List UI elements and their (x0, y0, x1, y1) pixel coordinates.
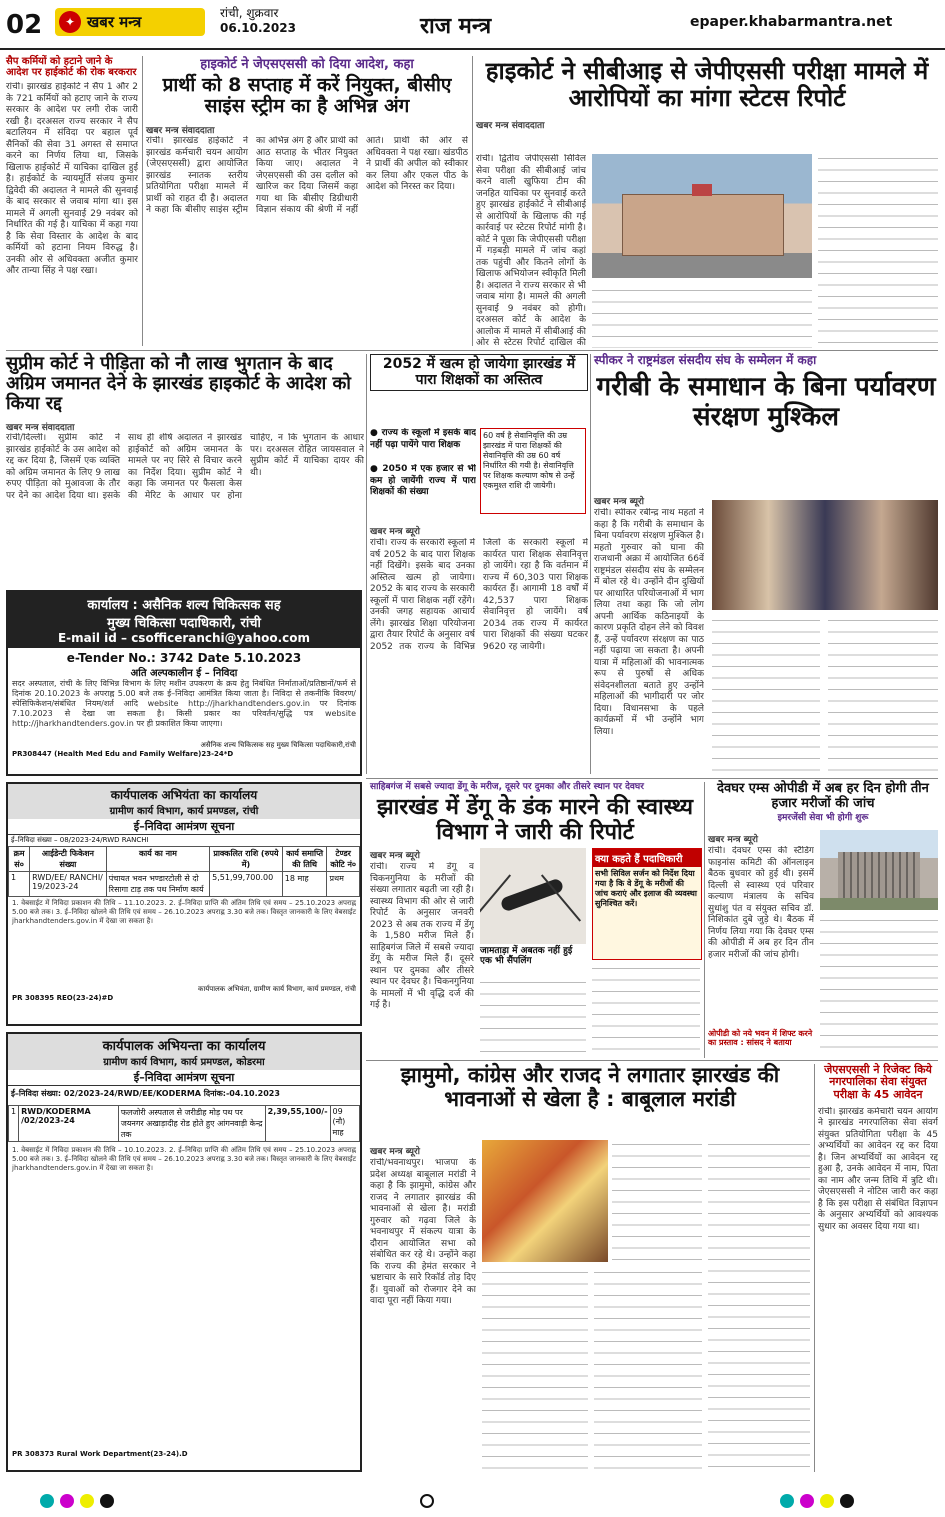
byline: खबर मन्त्र ब्यूरो (370, 851, 420, 861)
story-dengue (370, 782, 700, 1052)
mosquito-photo (480, 848, 586, 944)
conference-photo (712, 500, 938, 610)
story-poverty (594, 354, 938, 774)
ad-title: ई–निविदा आमंत्रण सूचना (8, 819, 360, 835)
ad-pr-no: PR308447 (Health Med Edu and Family Welfare)23-24*D (12, 750, 234, 758)
print-marks (0, 1480, 945, 1517)
ad-text: 1. वेबसाईट में निविदा प्रकाशन की तिथि – 10.10.2023. 2. ई–निविदा प्राप्ति की अंतिम तिथि एवं समय – 25.10.2023 अपराह्न 5.00 बजे तक। 3. ई–निविदा खोलने की तिथि एवं समय – 26.10.2023 अपराह्न 3.30 बजे तक। विस्तृत जानकारी के लिए वेबसाईट jharkhandtenders.gov.in में देखा जा सकता है। (12, 1146, 356, 1172)
story-text: रांची। देवघर एम्स की स्टैंडिंग फाइनांस कमिटी की ऑनलाइन बैठक बुधवार को हुई थी। इसमें दिल्ली से स्वास्थ्य एवं परिवार कल्याण मंत्रालय के सचिव सुधांशु पंत व संयुक्त सचिव डॉ. निशिकांत दुबे जुड़े थे। बैठक में निर्णय लिया गया कि देवघर एम्स की ओपीडी में अब हर दिन तीन हजार मरीजों की जांच होगी। (708, 846, 814, 960)
story-text-cont (828, 616, 938, 774)
ad-dept-line2: मुख्य चिकित्सा पदाधिकारी, रांची (107, 616, 261, 631)
byline: खबर मन्त्र ब्यूरो (370, 1147, 420, 1157)
story-jssc-rejected (818, 1064, 938, 1472)
ad-title: ई–निविदा आमंत्रण सूचना (8, 1070, 360, 1086)
col-header: आईडेन्टी फिकेशन संख्या (30, 847, 107, 872)
brand-logo-icon: ✦ (59, 11, 81, 33)
story-text: रांची। द्वितीय जेपीएससी सिविल सेवा परीक्षा की सीबीआई जांच करने वाली खुफिया टीम की जनहित याचिका पर सुनवाई करते हुए झारखंड हाईकोर्ट ने सीबीआई से आरोपियों के खिलाफ की गई कार्रवाई पर स्टेटस रिपोर्ट मांगी है। कोर्ट ने पूछा कि जेपीएससी परीक्षा में गड़बड़ी मामले में जांच कहां तक पहुंची और कितने लोगों के खिलाफ अभियोजन स्वीकृति मिली है। अदालत ने राज्य सरकार से भी जवाब मांगा है। मामले की अगली सुनवाई 9 नवंबर को होगी। दरअसल कोर्ट के आदेश के आलोक में मामले में सीबीआई की ओर से स्टेटस रिपोर्ट दाखिल की (476, 154, 586, 348)
sub-headline: इमरजेंसी सेवा भी होगी शुरू (777, 813, 869, 824)
ad-notice: अति अल्पकालीन ई – निविदा (130, 668, 238, 679)
story-sap (6, 56, 138, 346)
ad-rwd-ranchi (6, 782, 362, 1026)
story-text: रांची। झारखंड हाईकोर्ट ने झारखंड कर्मचारी चयन आयोग (जेएसएससी) द्वारा आयोजित झारखंड स्नातक स्तरीय प्रतियोगिता परीक्षा मामले में प्रार्थी को राहत दी है। अदालत ने कहा कि बीसीए साइंस स्ट्रीम का अभिन्न अंग है और प्रार्थी को आठ सप्ताह के भीतर नियुक्त किया जाए। अदालत ने जेएसएससी की उस दलील को खारिज कर दिया जिसमें कहा गया था कि बीसीए डिग्रीधारी विज्ञान संकाय की श्रेणी में नहीं आते। प्रार्थी की ओर से अधिवक्ता ने पक्ष रखा। खंडपीठ ने प्रार्थी की अपील को स्वीकार कर लिया और एकल पीठ के आदेश को निरस्त कर दिया। (146, 136, 468, 216)
story-text: रांची। स्पीकर रबीन्द्र नाथ महतो ने कहा है कि गरीबी के समाधान के बिना पर्यावरण संरक्षण मुश्किल है। महतो गुरुवार को घाना की राजधानी अक्रा में आयोजित 66वें राष्ट्रमंडल संसदीय संघ के सम्मेलन में बोल रहे थे। उन्होंने दीन दुखियों पर आधारित परियोजनाओं में भाग लिया तथा कहा कि जो लोग अपनी आर्थिक कठिनाइयों के कारण प्रकृति दोहन लेने को विवश हैं, उन्हें पर्यावरण संरक्षण का पाठ नहीं पढ़ाया जा सकता है। अपनी यात्रा में महिलाओं की भावनात्मक रूप से पुरुषों से अधिक संवेदनशीलता बताते हुए उन्होंने महिलाओं की भागीदारी पर जोर दिया। विधानसभा के पहले कार्यक्रमों में भी उन्होंने भाग लिया। (594, 508, 704, 737)
story-text: रांची। झारखंड हाईकोर्ट ने सैप 1 और 2 के 721 कर्मियों को हटाए जाने के राज्य सरकार के आदेश पर लगी रोक जारी रखी है। दरअसल राज्य सरकार ने सैप बटालियन में संविदा पर बहाल पूर्व सैनिकों की सेवा 31 अगस्त से समाप्त करने का निर्णय लिया था, जिसके खिलाफ हाईकोर्ट में याचिका दाखिल हुई है। हाईकोर्ट के न्यायमूर्ति संजय कुमार द्विवेदी की अदालत ने मामले की सुनवाई के बाद सरकार से जवाब मांगा था। इस मामले में अगली सुनवाई 29 नवंबर को निर्धारित की गई है। याचिका में कहा गया है कि सेवा विस्तार के आदेश के बाद कर्मियों को हटाना नियम विरुद्ध है। उनकी ओर से अधिवक्ता अजीत कुमार और तान्या सिंह ने पक्ष रखा। (6, 82, 138, 277)
story-marandi (370, 1064, 810, 1472)
headline: हाइकोर्ट ने सीबीआइ से जेपीएससी परीक्षा मामले में आरोपियों का मांगा स्टेटस रिपोर्ट (485, 57, 929, 112)
col-header: प्राक्कलित राशि (रुपये में) (210, 847, 283, 872)
ad-header (8, 592, 360, 648)
cell: फलजोरी अस्पताल से जरीडीह मोड़ पथ पर जयनगर अखाड़ादीह रोड होते हुए आंगनवाड़ी केन्द्र तक (118, 1106, 265, 1142)
tender-table (8, 846, 360, 897)
story-text-cont (818, 154, 938, 348)
cell: 2,39,55,100/- (265, 1106, 330, 1142)
cell: 1 (9, 1106, 19, 1142)
kicker: हाइकोर्ट ने जेएसएससी को दिया आदेश, कहा (200, 57, 414, 72)
byline: खबर मन्त्र ब्यूरो (594, 497, 644, 507)
story-text: रांची। झारखंड कर्मचारी चयन आयोग ने झारखंड नगरपालिका सेवा संवर्ग संयुक्त प्रतियोगिता परीक्षा के 45 अभ्यर्थियों का आवेदन रद्द कर दिया है। जिन अभ्यर्थियों का आवेदन रद्द हुआ है, उनके आवेदन में नाम, पिता का नाम और जन्म तिथि में त्रुटि थी। जेएसएससी ने नोटिस जारी कर कहा है कि इस परीक्षा से संबंधित विज्ञापन के अनुसार अभ्यर्थियों को आवश्यक सुधार का अवसर दिया गया था। (818, 1106, 938, 1232)
story-text-cont (482, 1268, 588, 1472)
bullet-2: ● 2050 में एक हजार से भी कम हो जायेंगी राज्य में पारा शिक्षकों की संख्या (370, 464, 476, 497)
ad-pr-no: PR 308395 REO(23-24)#D (12, 994, 114, 1002)
ad-office2: ग्रामीण कार्य विभाग, कार्य प्रमण्डल, कोडरमा (103, 1057, 265, 1068)
section-title: राज मन्त्र (420, 14, 492, 39)
sub-headline-2: ओपीडी को नये भवन में शिफ्ट करने का प्रस्ताव : सांसद ने बताया (708, 1029, 813, 1047)
ad-signer: कार्यपालक अभियंता, ग्रामीण कार्य विभाग, कार्य प्रमण्डल, रांची (198, 985, 356, 993)
ad-ref: ई–निविदा संख्या: 02/2023-24/RWD/EE/KODERMA दिनांक:-04.10.2023 (11, 1089, 280, 1098)
story-deoghar-aiims (708, 782, 938, 1058)
tender-table (8, 1105, 360, 1142)
headline: गरीबी के समाधान के बिना पर्यावरण संरक्षण मुश्किल (596, 372, 936, 432)
story-text-cont (594, 1268, 702, 1472)
cell: 1 (9, 872, 30, 897)
headline: झामुमो, कांग्रेस और राजद ने लगातार झारखंड की भावनाओं से खेला है : बाबूलाल मरांडी (400, 1063, 780, 1111)
ad-text: 1. वेबसाईट में निविदा प्रकाशन की तिथि – 11.10.2023. 2. ई–निविदा प्राप्ति की अंतिम तिथि एवं समय – 25.10.2023 अपराह्न 5.00 बजे तक। 3. ई–निविदा खोलने की तिथि एवं समय – 26.10.2023 अपराह्न 3.30 बजे तक। विस्तृत जानकारी के लिए वेबसाईट jharkhandtenders.gov.in में देखा जा सकता है। (12, 899, 356, 925)
story-jpsc (476, 58, 938, 348)
headline: प्रार्थी को 8 सप्ताह में करें नियुक्त, बीसीए साइंस स्ट्रीम का है अभिन्न अंग (162, 73, 452, 117)
cell: 18 माह (282, 872, 327, 897)
col-header: कार्य समाप्ति की तिथि (282, 847, 327, 872)
story-text-cont (820, 916, 938, 1058)
kicker: साहिबगंज में सबसे ज्यादा डेंगू के मरीज, दूसरे पर दुमका और तीसरे स्थान पर देवघर (370, 782, 644, 792)
highcourt-photo (592, 154, 812, 278)
officials-box (592, 848, 702, 960)
byline: खबर मन्त्र संवाददाता (476, 120, 545, 131)
table-row (9, 1106, 360, 1142)
table-row (9, 872, 360, 897)
byline: खबर मन्त्र ब्यूरो (708, 835, 758, 845)
byline: खबर मन्त्र संवाददाता (6, 423, 75, 434)
masthead (0, 0, 945, 50)
headline: सैप कर्मियों को हटाने जाने के आदेश पर हाईकोर्ट की रोक बरकरार (6, 56, 137, 79)
kicker: स्पीकर ने राष्ट्रमंडल संसदीय संघ के सम्मेलन में कहा (594, 353, 817, 367)
col-header: टेण्डर कोटि नं० (327, 847, 360, 872)
story-jssc-appoint (146, 58, 468, 348)
cell: RWD/EE/ RANCHI/ 19/2023-24 (30, 872, 107, 897)
ad-rwd-koderma (6, 1032, 362, 1472)
col-header: क्रम सं० (9, 847, 30, 872)
story-text-cont (592, 286, 812, 348)
ad-office2: ग्रामीण कार्य विभाग, कार्य प्रमण्डल, रांची (109, 806, 259, 817)
story-text: रांची। राज्य में डेंगू व चिकनगुनिया के मरीजों की संख्या लगातार बढ़ती जा रही है। स्वास्थ्य विभाग की ओर से जारी रिपोर्ट के अनुसार जनवरी 2023 से अब तक राज्य में डेंगू के 1,580 मरीज मिले हैं। साहिबगंज जिले में सबसे ज्यादा डेंगू के मरीज मिले हैं। दूसरे स्थान पर दुमका और तीसरे स्थान पर देवघर है। चिकनगुनिया के मामलों में भी वृद्धि दर्ज की गई है। (370, 862, 474, 1010)
story-text-cont (612, 1140, 702, 1262)
retirement-box: 60 वर्ष है सेवानिवृत्ति की उम्र झारखंड में पारा शिक्षकों की सेवानिवृत्ति की उम्र 60 वर्ष निर्धारित की गयी है। सेवानिवृत्ति पर शिक्षक कल्याण कोष से उन्हें एकमुश्त राशि दी जायेगी। (480, 428, 586, 514)
dateline (220, 6, 296, 36)
aiims-photo (820, 830, 938, 910)
cell: 5,51,99,700.00 (210, 872, 283, 897)
headline: जेएसएससी ने रिजेक्ट किये नगरपालिका सेवा संयुक्त परीक्षा के 45 आवेदन (824, 1063, 932, 1101)
brand-badge (55, 8, 205, 36)
ad-pr-no: PR 308373 Rural Work Department(23-24).D (12, 1450, 188, 1458)
epaper-link[interactable]: epaper.khabarmantra.net (690, 14, 893, 30)
story-text-cont (708, 1140, 810, 1472)
box-text: सभी सिविल सर्जन को निर्देश दिया गया है कि वे डेंगू के मरीजों की जांच कराएं और इलाज की व्यवस्था सुनिश्चित करें। (595, 869, 697, 908)
story-supreme-court (6, 354, 364, 584)
ad-text: सदर अस्पताल, रांची के लिए विभिन्न विभाग के लिए मशीन उपकरण के क्रय हेतु निबंधित निर्माताओं/प्रतिष्ठानों/फर्म से दिनांक 20.10.2023 के अपराह्न 5.00 बजे तक ई–निविदा आमंत्रित किया जाता है। निविदा से तकनीकि विवरण/स्पेसिफिकेशन/संबंधित नियम/शर्त आदि website http://jharkhandtenders.gov.in पर दिनांक 7.10.2023 से देखा जा सकता है। किसी प्रकार का परिवर्तन/सुद्धि पत्र website http://jharkhandtenders.gov.in पर ही प्रकाशित किया जाएगा। (12, 679, 356, 728)
byline: खबर मन्त्र संवाददाता (146, 126, 215, 137)
story-para-teachers (370, 354, 588, 774)
ad-ref: ई–निविदा संख्या – 08/2023-24/RWD RANCHI (11, 836, 149, 844)
story-text: रांची/भवनाथपुर। भाजपा के प्रदेश अध्यक्ष बाबूलाल मरांडी ने कहा है कि झामुमो, कांग्रेस और राजद ने लगातार झारखंड की भावनाओं से खेला है। मरांडी गुरुवार को गढ़वा जिले के भवनाथपुर में संकल्प यात्रा के दौरान आयोजित सभा को संबोधित कर रहे थे। उन्होंने कहा कि राज्य की हेमंत सरकार ने भ्रष्टाचार के सारे रिकॉर्ड तोड़ दिए हैं। युवाओं को रोजगार देने का वादा पूरा नहीं किया गया। (370, 1158, 476, 1306)
headline: झारखंड में डेंगू के डंक मारने की स्वास्थ्य विभाग ने जारी की रिपोर्ट (376, 795, 694, 845)
headline: 2052 में खत्म हो जायेगा झारखंड में पारा शिक्षकों का अस्तित्व (370, 354, 588, 391)
col-header: कार्य का नाम (106, 847, 209, 872)
bullet-text: 2050 में एक हजार से भी कम हो जायेंगी राज्य में पारा शिक्षकों की संख्या (370, 464, 476, 497)
byline: खबर मन्त्र ब्यूरो (370, 527, 420, 537)
cell: 09 (नौ) माह (330, 1106, 359, 1142)
story-text: रांची/दिल्ली। सुप्रीम कोर्ट ने झारखंड हाईकोर्ट के उस आदेश को रद्द कर दिया है, जिसमें एक व्यक्ति को अग्रिम जमानत के लिए 9 लाख रुपए पीड़िता को मुआवजा के तौर पर देने का आदेश दिया था। इसके साथ ही शीर्ष अदालत ने झारखंड हाईकोर्ट को अग्रिम जमानत के मामले पर नए सिरे से विचार करने का निर्देश दिया। सुप्रीम कोर्ट ने कहा कि जमानत पर फैसला केस की मेरिट के आधार पर होना चाहिए, न कि भुगतान के आधार पर। दरअसल रोहित जायसवाल ने सुप्रीम कोर्ट में याचिका दायर की थी। (6, 433, 364, 501)
ad-office1: कार्यपालक अभियन्ता का कार्यालय (102, 1039, 266, 1054)
brand-name: खबर मन्त्र (87, 13, 142, 31)
box-title: क्या कहते हैं पदाधिकारी (593, 849, 701, 867)
ad-office1: कार्यपालक अभियंता का कार्यालय (110, 788, 258, 802)
city-day: रांची, शुक्रवार (220, 6, 279, 20)
bullet-1: ● राज्य के स्कूलों में इसके बाद नहीं पढ़ा पायेंगे पारा शिक्षक (370, 428, 476, 450)
ad-dept-line1: कार्यालय : असैनिक शल्य चिकित्सक सह (87, 598, 281, 613)
kicker: देवघर एम्स ओपीडी में अब हर दिन होगी तीन हजार मरीजों की जांच (717, 781, 929, 811)
headline: सुप्रीम कोर्ट ने पीड़िता को नौ लाख भुगतान के बाद अग्रिम जमानत देने के झारखंड हाइकोर्ट के आदेश को किया रद्द (6, 353, 351, 415)
rally-photo (482, 1140, 608, 1262)
page-number: 02 (6, 10, 43, 40)
cell: पंचायत भवन भण्डारटोली से दो रिसागा टाड़ तक पथ निर्माण कार्य (106, 872, 209, 897)
bullet-text: राज्य के स्कूलों में इसके बाद नहीं पढ़ा पायेंगे पारा शिक्षक (370, 428, 476, 450)
story-text: रांची। राज्य के सरकारी स्कूलों में वर्ष 2052 के बाद पारा शिक्षक नहीं दिखेंगे। इसके बाद उनका अस्तित्व खत्म हो जायेगा। 2052 के बाद राज्य के सरकारी स्कूलों में पारा शिक्षक नहीं रहेंगे। उनकी जगह सहायक आचार्य लेंगे। झारखंड शिक्षा परियोजना द्वारा तैयार रिपोर्ट के अनुसार वर्ष 2052 तक राज्य के विभिन्न जिलों के सरकारी स्कूलों में कार्यरत पारा शिक्षक सेवानिवृत्त हो जायेंगे। रहा है कि वर्तमान में राज्य में 60,303 पारा शिक्षक कार्यरत हैं। आगामी 18 वर्षों में 42,537 पारा शिक्षक सेवानिवृत्त हो जायेंगे। वर्ष 2034 तक राज्य में कार्यरत पारा शिक्षकों की संख्या घटकर 9620 रह जायेगी। (370, 538, 588, 652)
photo-caption: जामताड़ा में अबतक नहीं हुई एक भी सैंपलिंग (480, 946, 573, 967)
ad-signer: असैनिक शल्य चिकित्सक सह मुख्य चिकित्सा पदाधिकारी,रांची (200, 741, 356, 749)
cell: प्रथम (327, 872, 360, 897)
issue-date: 06.10.2023 (220, 21, 296, 35)
ad-email: E-mail id – csofficeranchi@yahoo.com (57, 631, 311, 645)
story-text-cont (592, 964, 700, 1052)
story-text-cont (480, 978, 586, 1052)
ad-cs-office (6, 590, 362, 776)
cell: RWD/KODERMA /02/2023-24 (19, 1106, 119, 1142)
story-text-cont (712, 616, 820, 774)
ad-tender-no: e-Tender No.: 3742 Date 5.10.2023 (66, 651, 302, 665)
